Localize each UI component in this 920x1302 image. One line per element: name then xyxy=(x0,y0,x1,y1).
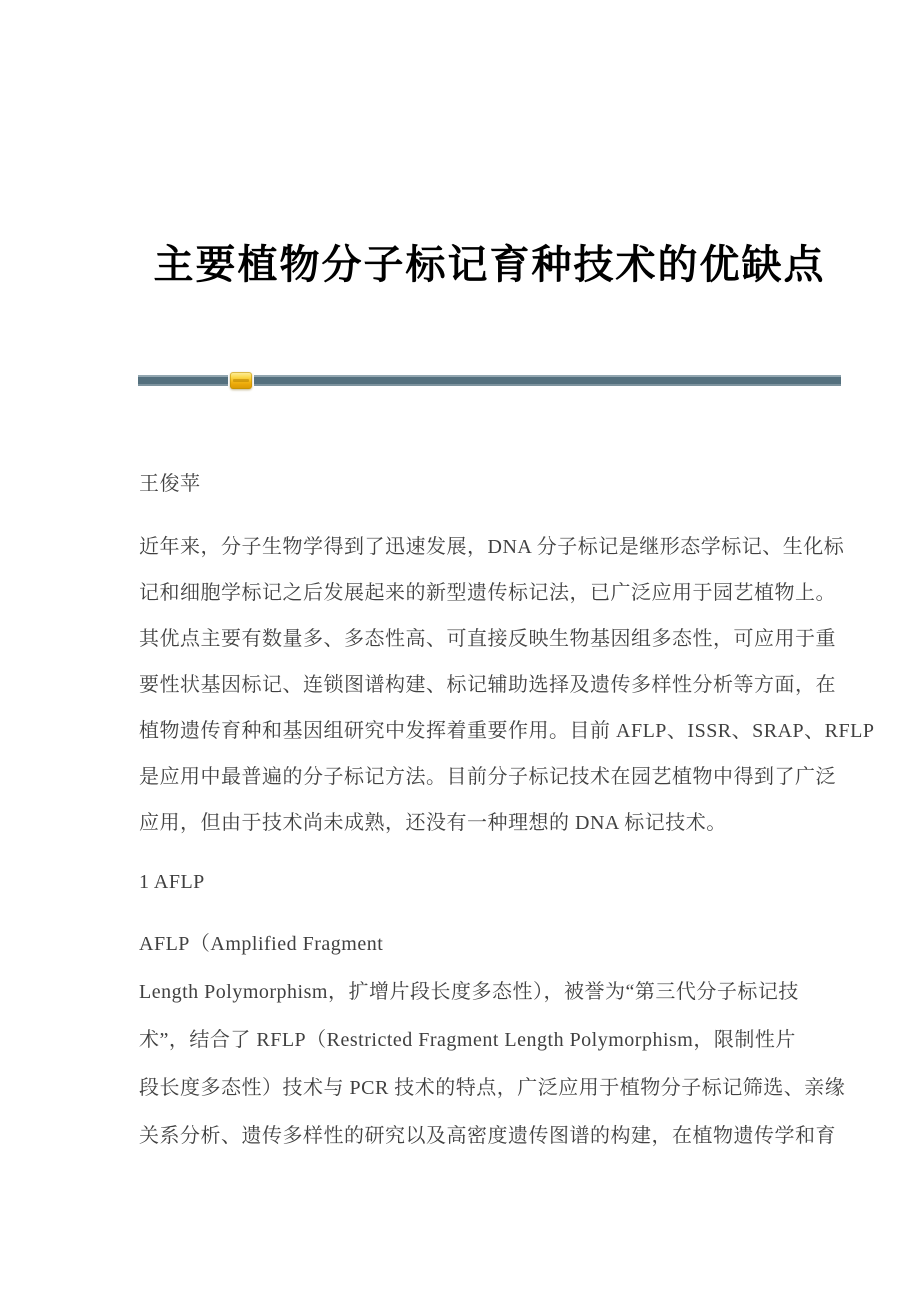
paragraph-line: 近年来，分子生物学得到了迅速发展，DNA 分子标记是继形态学标记、生化标 xyxy=(139,536,845,558)
paragraph-line: 关系分析、遗传多样性的研究以及高密度遗传图谱的构建，在植物遗传学和育 xyxy=(139,1125,836,1147)
aflp-section-paragraph xyxy=(139,920,846,1160)
section-heading-aflp: 1 AFLP xyxy=(139,871,205,893)
paragraph-line: 段长度多态性）技术与 PCR 技术的特点，广泛应用于植物分子标记筛选、亲缘 xyxy=(139,1077,846,1099)
envelope-icon xyxy=(230,372,252,389)
paragraph-line: 记和细胞学标记之后发展起来的新型遗传标记法，已广泛应用于园艺植物上。 xyxy=(139,582,836,604)
divider-bar-right xyxy=(254,375,841,386)
title-divider xyxy=(138,370,841,390)
paragraph-line: 要性状基因标记、连锁图谱构建、标记辅助选择及遗传多样性分析等方面，在 xyxy=(139,674,836,696)
paragraph-line: 其优点主要有数量多、多态性高、可直接反映生物基因组多态性，可应用于重 xyxy=(139,628,836,650)
divider-bar-left xyxy=(138,375,228,386)
paragraph-line: 是应用中最普遍的分子标记方法。目前分子标记技术在园艺植物中得到了广泛 xyxy=(139,766,836,788)
paragraph-line: 应用，但由于技术尚未成熟，还没有一种理想的 DNA 标记技术。 xyxy=(139,812,727,834)
paragraph-line: Length Polymorphism，扩增片段长度多态性），被誉为“第三代分子标记技 xyxy=(139,981,799,1003)
author-name: 王俊苹 xyxy=(139,473,201,495)
intro-paragraph xyxy=(139,524,875,846)
document-title: 主要植物分子标记育种技术的优缺点 xyxy=(153,241,826,287)
paragraph-line: 植物遗传育种和基因组研究中发挥着重要作用。目前 AFLP、ISSR、SRAP、RFLP xyxy=(139,720,875,742)
paragraph-line: 术”，结合了 RFLP（Restricted Fragment Length Polymorphism，限制性片 xyxy=(139,1029,796,1051)
paragraph-line: AFLP（Amplified Fragment xyxy=(139,933,384,955)
